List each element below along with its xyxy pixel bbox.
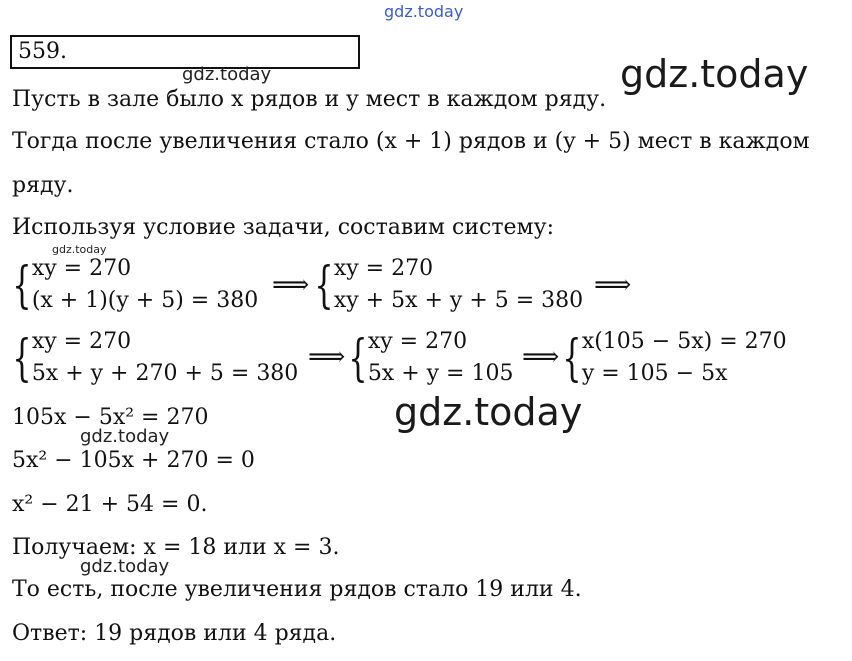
problem-number: 559. xyxy=(18,39,67,64)
system-row: xy = 270 xyxy=(31,256,132,281)
equation-line: 5x² − 105x + 270 = 0 xyxy=(12,448,255,473)
watermark: gdz.today xyxy=(394,390,583,434)
watermark: gdz.today xyxy=(80,556,170,577)
watermark: gdz.today xyxy=(182,64,272,85)
watermark: gdz.today xyxy=(80,426,170,447)
watermark: gdz.today xyxy=(52,243,107,256)
watermark-top: gdz.today xyxy=(384,2,464,21)
system-row: xy + 5x + y + 5 = 380 xyxy=(333,288,584,313)
equation-system xyxy=(308,253,583,317)
equation-line: 105x − 5x² = 270 xyxy=(12,405,209,430)
text-line: То есть, после увеличения рядов стало 19 или 4. xyxy=(12,577,582,602)
implies-arrow: ⟹ xyxy=(308,342,346,372)
system-row: (x + 1)(y + 5) = 380 xyxy=(31,288,259,313)
implies-arrow: ⟹ xyxy=(272,270,310,300)
system-row: xy = 270 xyxy=(31,329,132,354)
system-row: 5x + y = 105 xyxy=(367,361,514,386)
system-row: xy = 270 xyxy=(333,256,434,281)
equation-system xyxy=(6,253,258,317)
system-row: 5x + y + 270 + 5 = 380 xyxy=(31,361,299,386)
brace: { xyxy=(562,329,582,387)
brace: { xyxy=(12,329,32,387)
text-line: ряду. xyxy=(12,173,74,198)
implies-arrow: ⟹ xyxy=(594,270,632,300)
text-line: Тогда после увеличения стало (x + 1) рядов и (y + 5) мест в каждом xyxy=(12,129,810,154)
equation-system xyxy=(342,326,513,390)
system-row: y = 105 − 5x xyxy=(581,361,728,386)
implies-arrow: ⟹ xyxy=(522,342,560,372)
brace: { xyxy=(12,256,32,314)
answer-line: Ответ: 19 рядов или 4 ряда. xyxy=(12,621,337,646)
text-line: Получаем: x = 18 или x = 3. xyxy=(12,535,340,560)
text-line: Пусть в зале было x рядов и y мест в каждом ряду. xyxy=(12,87,607,112)
text-line: Используя условие задачи, составим систему: xyxy=(12,215,554,240)
brace: { xyxy=(314,256,334,314)
brace: { xyxy=(348,329,368,387)
watermark: gdz.today xyxy=(620,52,809,96)
equation-system xyxy=(6,326,298,390)
equation-line: x² − 21 + 54 = 0. xyxy=(12,492,208,517)
system-row: x(105 − 5x) = 270 xyxy=(581,329,787,354)
system-row: xy = 270 xyxy=(367,329,468,354)
equation-system xyxy=(556,326,787,390)
